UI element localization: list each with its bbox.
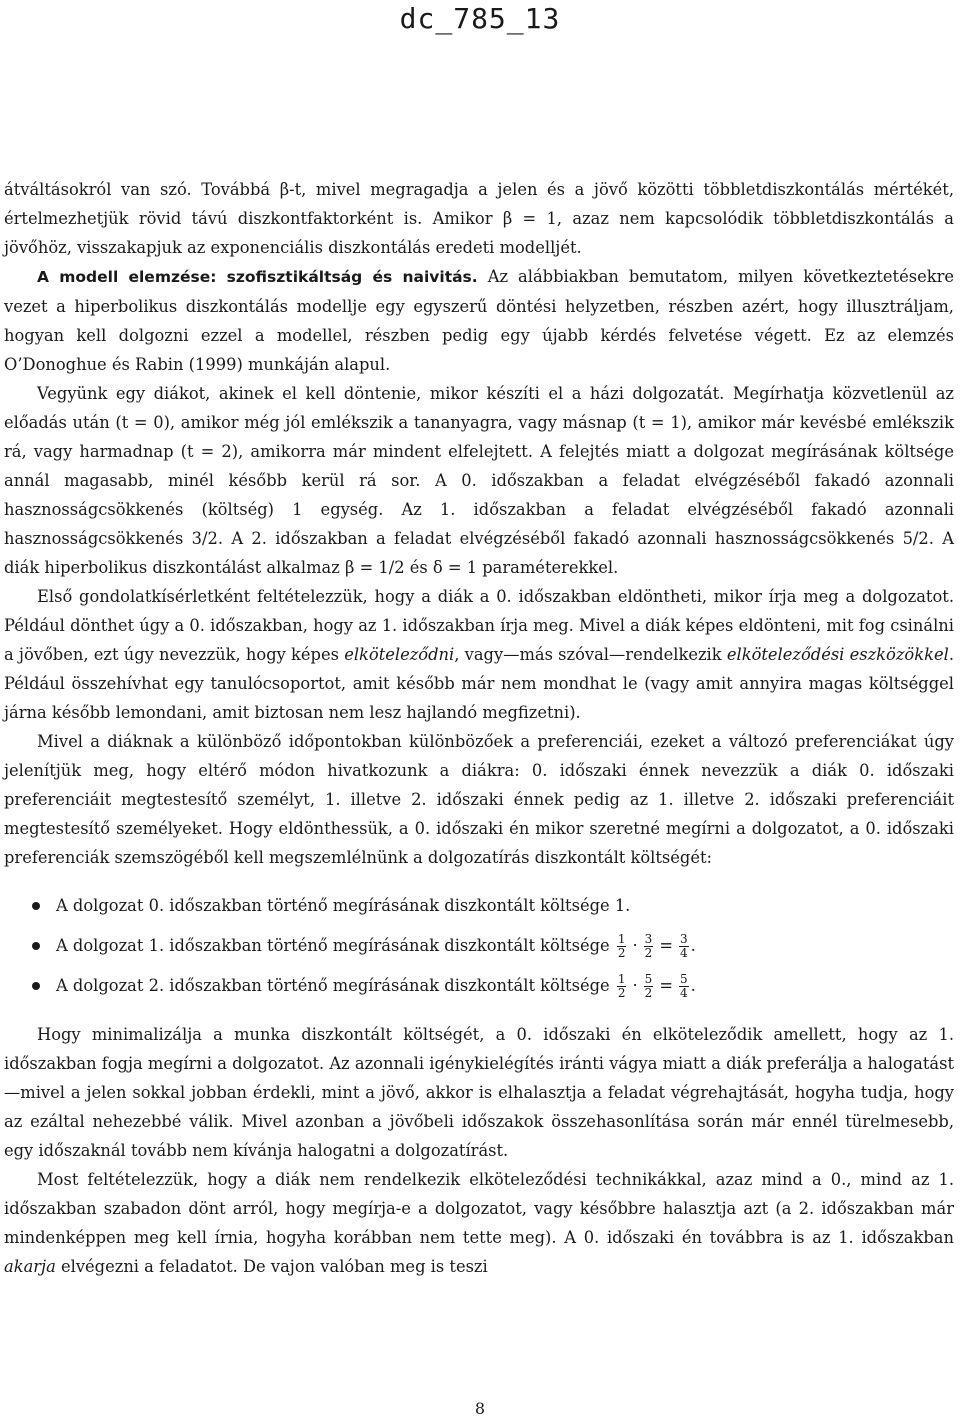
paragraph-2-text: Az alábbiakban bemutatom, milyen következtetésekre vezet a hiperbolikus diszkontálás modellje egy egyszerű döntési helyzetben, részben azért, hogy illusztráljam, hogyan kell dolgozni ezzel a modellel, részben pedig egy újabb kérdés felvetése végett. Ez az elemzés O’Donoghue és Rabin (1999) munkáján alapul.	[4, 267, 955, 374]
paragraph-4-text-a: Első gondolatkísérletként feltételezzük, hogy a diák a 0. időszakban eldöntheti, mikor írja meg a dolgozatot. Például dönthet úgy a 0. időszakban, hogy az 1. időszakban írja meg. Mivel a diák képes eldönteni, mit fog csinálni a jövőben, ezt úgy nevezzük, hogy képes	[4, 587, 954, 664]
paragraph-7-text-b: elvégezni a feladatot. De vajon valóban meg is teszi	[55, 1257, 488, 1276]
equals-symbol: =	[659, 976, 673, 995]
fraction	[644, 973, 654, 1000]
fraction	[679, 973, 689, 1000]
paragraph-1: átváltásokról van szó. Továbbá β-t, mivel megragadja a jelen és a jövő közötti többletdiszkontálás mértékét, értelmezhetjük rövid távú diszkontfaktorként is. Amikor β = 1, azaz nem kapcsolódik többletdiszkontálás a jövőhöz, visszakapjuk az exponenciális diszkontálás eredeti modelljét.	[4, 180, 954, 257]
multiply-symbol: ·	[632, 936, 638, 955]
sentence-end: .	[690, 936, 696, 955]
bullet-icon	[32, 982, 40, 990]
paragraph-6: Hogy minimalizálja a munka diszkontált költségét, a 0. időszaki én elköteleződik amellett, hogy az 1. időszakban fogja megírni a dolgozatot. Az azonnali igénykielégítés iránti vágya miatt a diák preferálja a halogatást—mivel a jelen sokkal jobban érdekli, mint a jövő, akkor is elhalasztja a feladat végrehajtását, hogyha tudja, hogy az ezáltal nehezebbé válik. Mivel azonban a jövőbeli időszakok összehasonlítása során már ennél türelmesebb, egy időszaknál tovább nem kívánja halogatni a dolgozatírást.	[4, 1025, 954, 1160]
paragraph-4-text-b: , vagy—más szóval—rendelkezik	[454, 645, 727, 664]
list-item-text: A dolgozat 2. időszakban történő megírásának diszkontált költsége	[56, 976, 610, 995]
document-id-header: dc_785_13	[399, 2, 561, 35]
list-item	[4, 886, 954, 926]
fraction	[644, 933, 654, 960]
paragraph-3: Vegyünk egy diákot, akinek el kell döntenie, mikor készíti el a házi dolgozatát. Megírhatja közvetlenül az előadás után (t = 0), amikor még jól emlékszik a tananyagra, vagy másnap (t = 1), amikor már kevésbé emlékszik rá, vagy harmadnap (t = 2), amikorra már mindent elfelejtett. A felejtés miatt a dolgozat megírásának költsége annál magasabb, minél később kerül rá sor. A 0. időszakban a feladat elvégzéséből fakadó azonnali hasznosságcsökkenés (költség) 1 egység. Az 1. időszakban a feladat elvégzéséből fakadó azonnali hasznosságcsökkenés 3/2. A 2. időszakban a feladat elvégzéséből fakadó azonnali hasznosságcsökkenés 5/2. A diák hiperbolikus diszkontálást alkalmaz β = 1/2 és δ = 1 paraméterekkel.	[4, 384, 954, 577]
fraction-denominator: 2	[644, 985, 653, 1000]
equals-symbol: =	[659, 936, 673, 955]
fraction-denominator: 2	[644, 945, 653, 960]
fraction-denominator: 4	[679, 945, 688, 960]
fraction-numerator: 5	[644, 971, 653, 986]
multiply-symbol: ·	[632, 976, 638, 995]
paragraph-4-text-c: . Például összehívhat egy tanulócsoportot, amit később már nem mondhat le (vagy amit annyira magas költséggel járna később lemondani, amit biztosan nem lesz hajlandó megfizetni).	[4, 645, 954, 722]
fraction-numerator: 3	[644, 931, 653, 946]
paragraph-7-text-a: Most feltételezzük, hogy a diák nem rendelkezik elköteleződési technikákkal, azaz mind a 0., mind az 1. időszakban szabadon dönt arról, hogy megírja-e a dolgozatot, vagy későbbre halasztja azt (a 2. időszakban már mindenképpen meg kell írnia, hogyha korábban nem tette meg). A 0. időszaki én továbbra is az 1. időszakban	[4, 1170, 954, 1247]
main-text	[4, 175, 954, 1281]
bullet-icon	[32, 902, 40, 910]
emphasis-wants: akarja	[4, 1257, 56, 1276]
paragraph-7	[4, 1165, 954, 1281]
section-heading-model-analysis: A modell elemzése: szofisztikáltság és naivitás.	[37, 268, 478, 286]
fraction	[617, 973, 627, 1000]
list-item-text: A dolgozat 0. időszakban történő megírásának diszkontált költsége 1.	[56, 896, 631, 915]
fraction-denominator: 2	[617, 945, 626, 960]
fraction-numerator: 5	[679, 971, 688, 986]
bullet-icon	[32, 942, 40, 950]
paragraph-4	[4, 582, 954, 727]
list-item	[4, 926, 954, 966]
fraction	[679, 933, 689, 960]
fraction	[617, 933, 627, 960]
paragraph-2	[4, 262, 954, 379]
fraction-denominator: 4	[679, 985, 688, 1000]
list-item-text: A dolgozat 1. időszakban történő megírásának diszkontált költsége	[56, 936, 610, 955]
fraction-numerator: 1	[617, 971, 626, 986]
fraction-numerator: 1	[617, 931, 626, 946]
list-item	[4, 966, 954, 1006]
discounted-cost-list	[4, 886, 954, 1006]
paragraph-5: Mivel a diáknak a különböző időpontokban különbözőek a preferenciái, ezeket a változó preferenciákat úgy jelenítjük meg, hogy eltérő módon hivatkozunk a diákra: 0. időszaki énnek nevezzük a diák 0. időszaki preferenciáit megtestesítő személyt, 1. illetve 2. időszaki énnek pedig az 1. illetve 2. időszaki preferenciáit megtestesítő személyeket. Hogy eldönthessük, a 0. időszaki én mikor szeretné megírni a dolgozatot, a 0. időszaki preferenciák szemszögéből kell megszemlélnünk a dolgozatírás diszkontált költségét:	[4, 732, 954, 867]
fraction-denominator: 2	[617, 985, 626, 1000]
sentence-end: .	[690, 976, 696, 995]
emphasis-commitment: elköteleződni	[344, 645, 455, 664]
fraction-numerator: 3	[679, 931, 688, 946]
emphasis-commitment-devices: elköteleződési eszközökkel	[726, 645, 949, 664]
page-number: 8	[474, 1399, 486, 1418]
